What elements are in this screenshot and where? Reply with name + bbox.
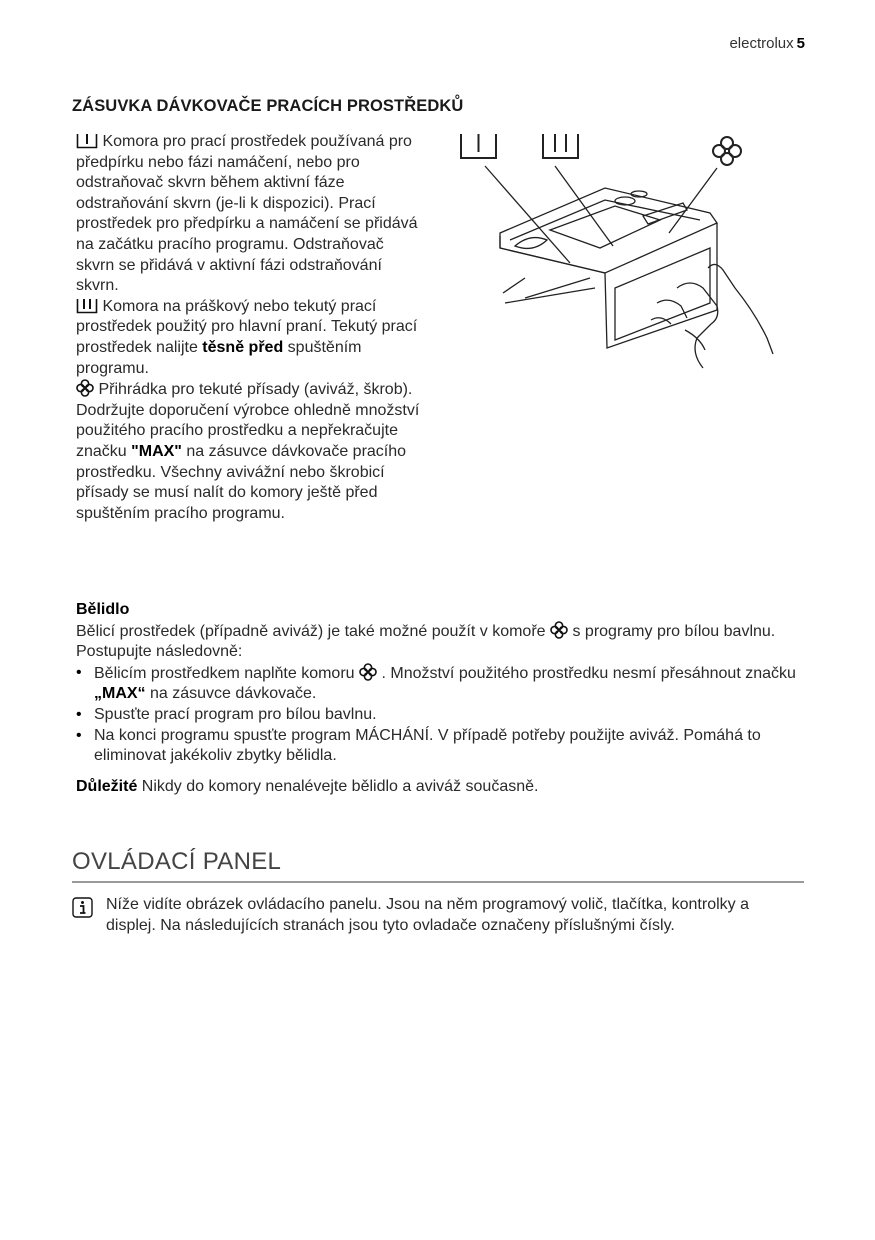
list-item: • Na konci programu spusťte program MÁCHÁNÍ. V případě potřeby použijte aviváž. Pomáhá to eliminovat jakékoliv zbytky bělidla. <box>76 726 796 767</box>
dispenser-description <box>76 132 426 524</box>
label-compartment-II <box>543 134 578 158</box>
compartment-2-paragraph: Komora na práškový nebo tekutý prací prostředek použitý pro hlavní praní. Tekutý prací prostředek nalijte těsně před spuštěním programu. <box>76 297 418 377</box>
section-title-dispenser: ZÁSUVKA DÁVKOVAČE PRACÍCH PROSTŘEDKŮ <box>72 97 464 115</box>
section-title-control-panel: OVLÁDACÍ PANEL <box>72 848 282 875</box>
flower-icon <box>359 663 377 681</box>
page-number: 5 <box>796 35 805 52</box>
bleach-section <box>76 600 796 797</box>
flower-icon <box>550 621 568 639</box>
dispenser-drawer-illustration <box>455 128 775 373</box>
label-flower <box>713 137 741 165</box>
list-item: • Spusťte prací program pro bílou bavlnu. <box>76 705 796 726</box>
flower-icon <box>76 379 94 397</box>
bleach-intro: Bělicí prostředek (případně aviváž) je také možné použít v komoře s programy pro bílou bavlnu. <box>76 622 776 640</box>
list-item: • Bělicím prostředkem naplňte komoru . Množství použitého prostředku nesmí přesáhnout značku „MAX“ na zásuvce dávkovače. <box>76 663 796 705</box>
page-header <box>729 35 805 52</box>
compartment-1-paragraph: Komora pro prací prostředek používaná pro předpírku nebo fázi namáčení, nebo pro odstraňovač skvrn během aktivní fáze odstraňování skvrn (je-li k dispozici). Prací prostředek pro předpírku a namáčení se přidává na začátku pracího programu. Odstraňovač skvrn se přidává v aktivní fázi odstraňování skvrn. <box>76 133 418 295</box>
compartment-3-paragraph: Přihrádka pro tekuté přísady (aviváž, škrob). <box>76 379 426 401</box>
label-compartment-I <box>461 134 496 158</box>
compartment-I-icon <box>76 133 98 149</box>
max-mark-paragraph: Dodržujte doporučení výrobce ohledně množství použitého pracího prostředku a nepřekračujte značku "MAX" na zásuvce dávkovače pracího prostředku. Všechny avivážní nebo škrobicí přísady se musí nalít do komory ještě před spuštěním pracího programu. <box>76 401 420 522</box>
procedure-list <box>76 663 796 767</box>
brand-name: electrolux <box>729 35 794 52</box>
info-text: Níže vidíte obrázek ovládacího panelu. Jsou na něm programový volič, tlačítka, kontrolky a displej. Na následujících stranách jsou tyto ovladače označeny příslušnými čísly. <box>106 896 749 934</box>
bleach-subtitle: Bělidlo <box>76 601 130 618</box>
important-note: Důležité Nikdy do komory nenalévejte bělidlo a aviváž současně. <box>76 777 539 795</box>
procedure-intro: Postupujte následovně: <box>76 643 243 661</box>
compartment-II-icon <box>76 298 98 314</box>
section-divider <box>72 881 804 883</box>
info-icon <box>72 897 93 918</box>
